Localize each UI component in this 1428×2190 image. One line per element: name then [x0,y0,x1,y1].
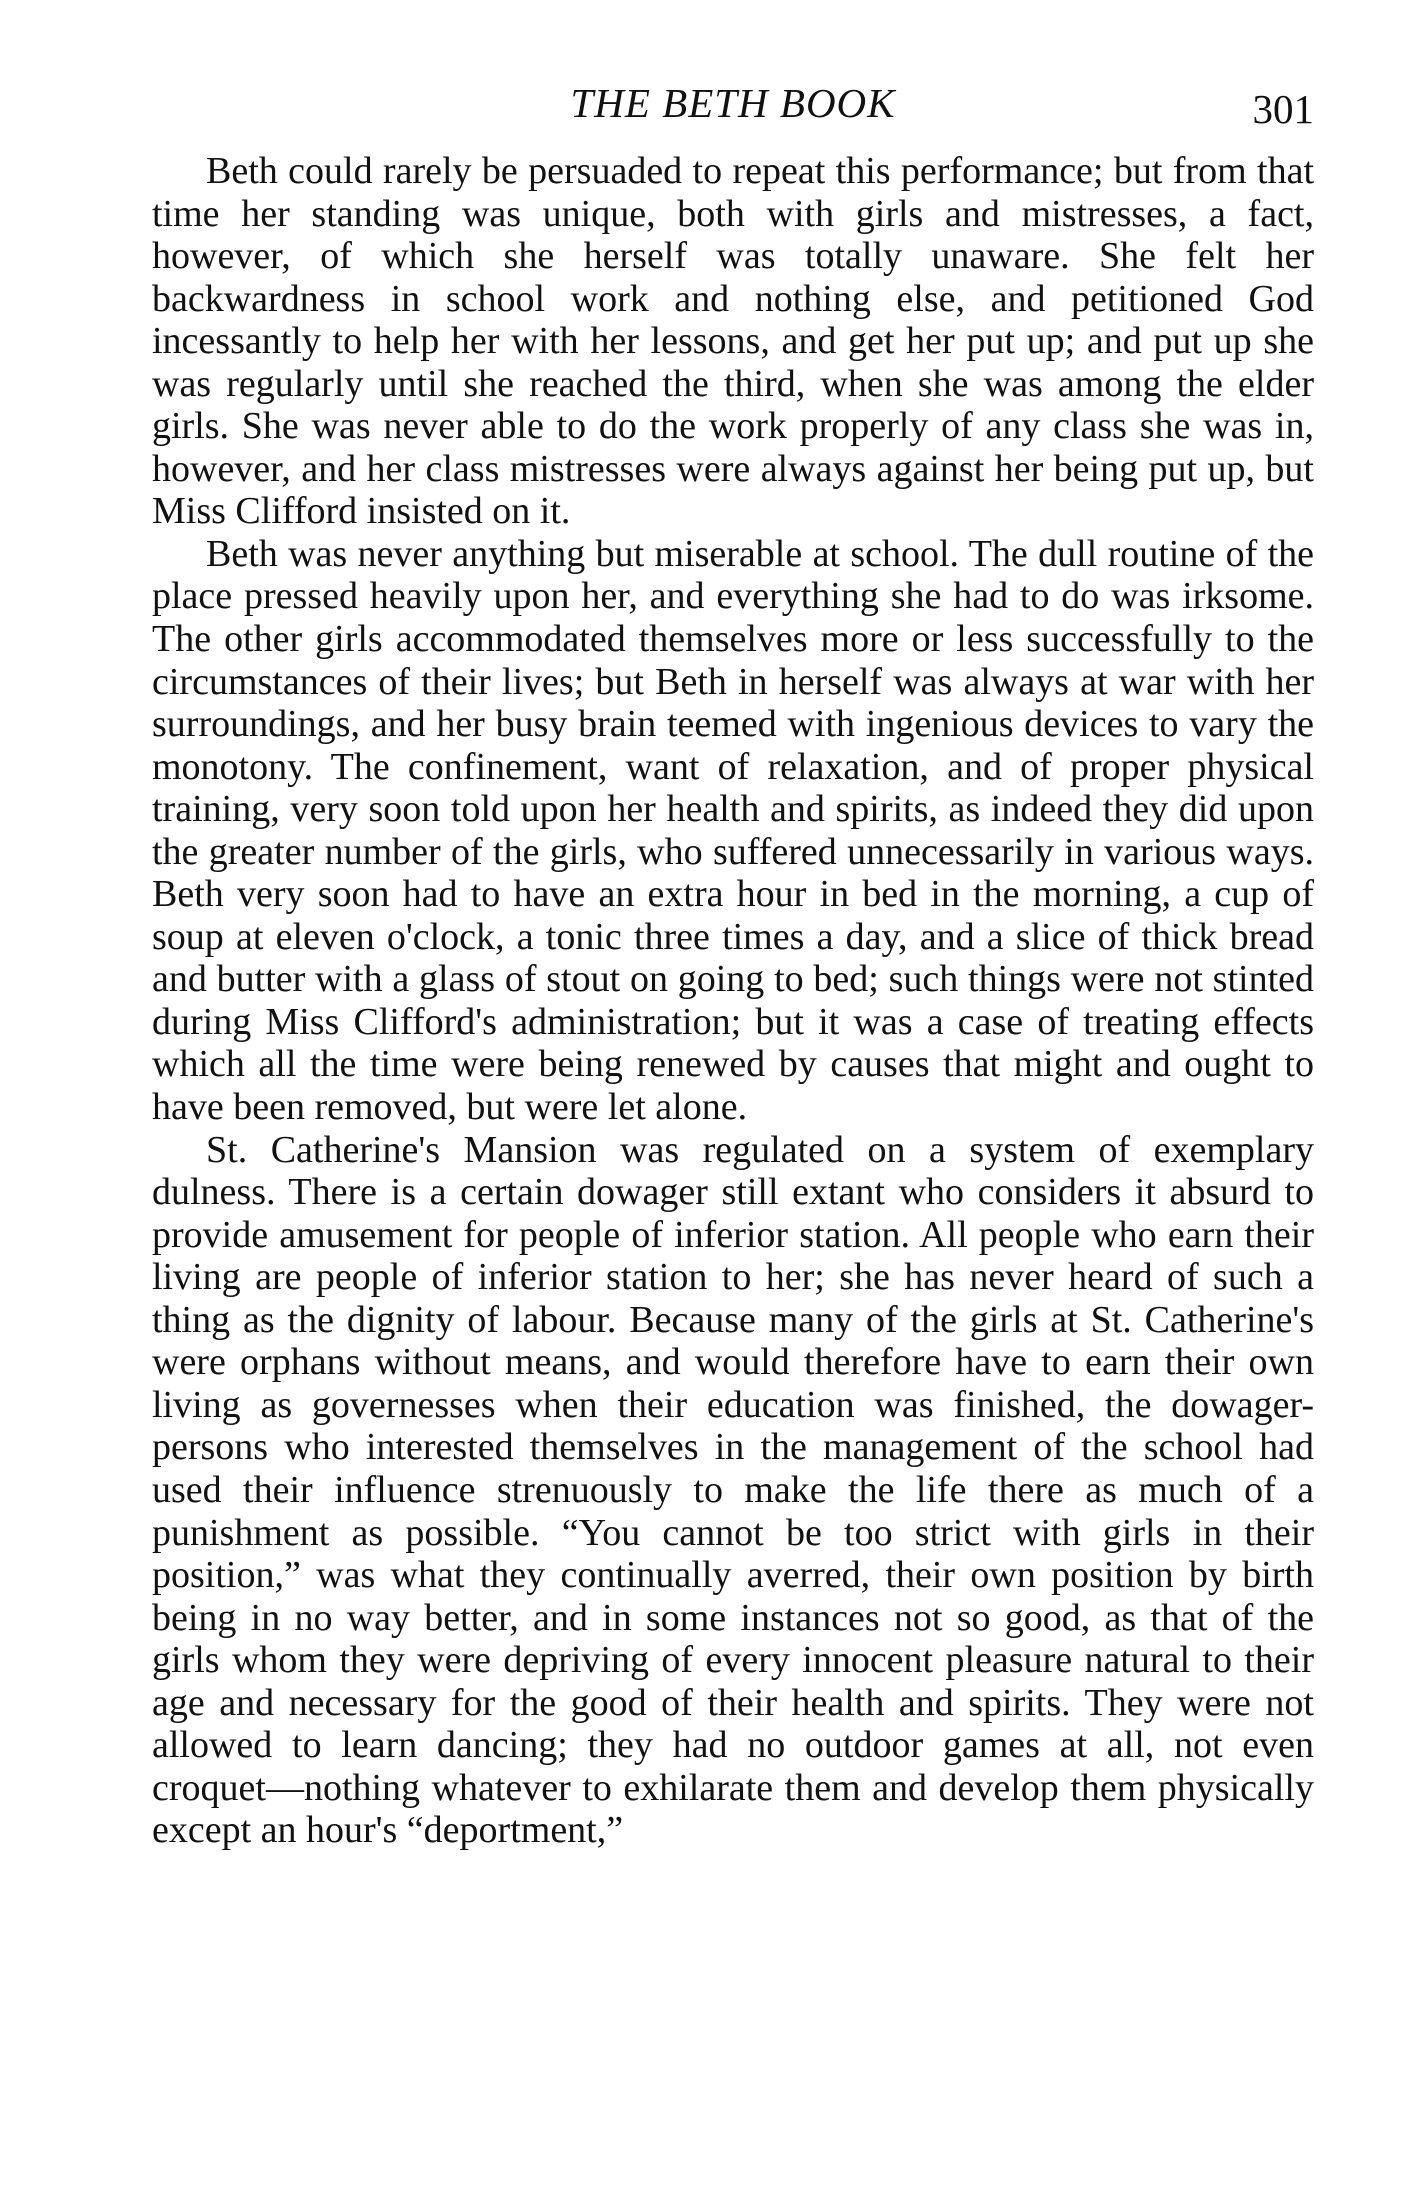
page-number: 301 [1252,86,1314,132]
paragraph-1: Beth could rarely be persuaded to repeat this performance; but from that time her standing was unique, both with girls and mistresses, a fact, however, of which she herself was totally unaware. She felt her backwardness in school work and nothing else, and petitioned God incessantly to help her with her lessons, and get her put up; and put up she was regularly until she reached the third, when she was among the elder girls. She was never able to do the work properly of any class she was in, however, and her class mistresses were always against her being put up, but Miss Clifford insisted on it. [152,150,1314,533]
paragraph-2: Beth was never anything but miserable at school. The dull routine of the place pressed heavily upon her, and everything she had to do was irksome. The other girls accommodated themselves more or less successfully to the circumstances of their lives; but Beth in herself was always at war with her surroundings, and her busy brain teemed with ingenious devices to vary the monotony. The confinement, want of relaxation, and of proper physical training, very soon told upon her health and spirits, as indeed they did upon the greater number of the girls, who suffered unnecessarily in various ways. Beth very soon had to have an extra hour in bed in the morning, a cup of soup at eleven o'clock, a tonic three times a day, and a slice of thick bread and butter with a glass of stout on going to bed; such things were not stinted during Miss Clifford's administration; but it was a case of treating effects which all the time were being renewed by causes that might and ought to have been removed, but were let alone. [152,532,1314,1129]
body-text [152,150,1314,1852]
running-title: THE BETH BOOK [570,80,896,126]
running-head [152,78,1314,132]
paragraph-3: St. Catherine's Mansion was regulated on a system of exemplary dulness. There is a certain dowager still extant who considers it absurd to provide amusement for people of inferior station. All people who earn their living are people of inferior station to her; she has never heard of such a thing as the dignity of labour. Because many of the girls at St. Catherine's were orphans without means, and would therefore have to earn their own living as governesses when their education was finished, the dowager-persons who interested themselves in the management of the school had used their influence strenuously to make the life there as much of a punishment as possible. “You cannot be too strict with girls in their position,” was what they continually averred, their own position by birth being in no way better, and in some instances not so good, as that of the girls whom they were depriving of every innocent pleasure natural to their age and necessary for the good of their health and spirits. They were not allowed to learn dancing; they had no outdoor games at all, not even croquet—nothing whatever to exhilarate them and develop them physically except an hour's “deportment,” [152,1128,1314,1852]
